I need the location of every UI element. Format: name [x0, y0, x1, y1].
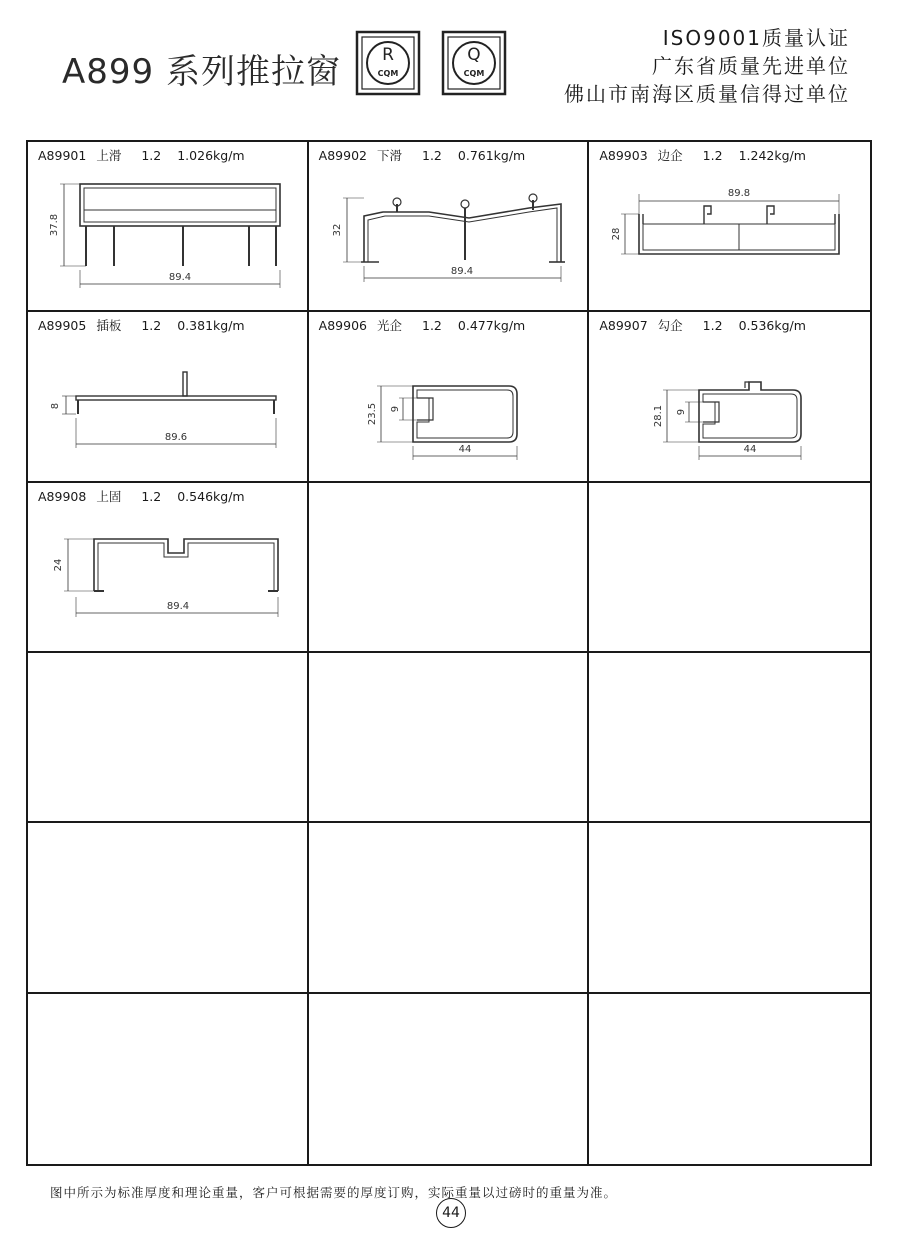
profile-code: A89902: [318, 148, 367, 163]
empty-cell: [309, 483, 590, 653]
profile-drawing: [28, 166, 309, 312]
profile-caption: [599, 146, 816, 164]
cqm-r-logo: [355, 30, 421, 96]
profile-cell: [28, 142, 309, 312]
page-number: 44: [436, 1198, 466, 1228]
profile-name: 下滑: [376, 148, 402, 163]
profile-weight: 0.477kg/m: [457, 318, 526, 334]
profile-name: 插板: [96, 318, 122, 334]
profile-caption: [38, 316, 255, 334]
dim-height: 23.5: [366, 403, 378, 426]
profile-code: A89906: [318, 318, 367, 334]
certifications: [564, 24, 850, 108]
svg-text:CQM: CQM: [463, 69, 485, 78]
profile-caption: [38, 146, 255, 164]
footer-note: 图中所示为标准厚度和理论重量，客户可根据需要的厚度订购，实际重量以过磅时的重量为准。: [50, 1185, 618, 1200]
profile-weight: 0.381kg/m: [177, 318, 245, 334]
empty-cell: [309, 823, 590, 993]
profile-code: A89901: [38, 148, 87, 163]
profile-caption: [599, 316, 816, 334]
profile-drawing: [589, 166, 870, 312]
profile-name: 勾企: [657, 318, 683, 334]
dim-slot: 9: [389, 406, 401, 413]
cert-line: ISO9001质量认证: [662, 26, 850, 50]
profile-caption: [38, 487, 255, 505]
page-title: A899 系列推拉窗: [62, 52, 341, 92]
profile-weight: 1.242kg/m: [738, 148, 806, 163]
empty-cell: [28, 653, 309, 823]
dim-height: 28.1: [653, 405, 665, 428]
profile-thickness: 1.2: [141, 148, 162, 163]
cert-line: 广东省质量先进单位: [652, 54, 850, 78]
dim-slot: 9: [676, 409, 688, 416]
dim-width: 89.6: [164, 432, 188, 444]
profile-code: A89903: [599, 148, 648, 163]
profile-name: 上滑: [96, 148, 122, 163]
profile-thickness: 1.2: [422, 148, 442, 163]
empty-cell: [309, 994, 590, 1164]
profile-cell: [309, 312, 590, 482]
profile-drawing: [589, 336, 870, 482]
profile-drawing: [309, 336, 590, 482]
profile-caption: [319, 146, 536, 164]
profile-code: A89907: [599, 318, 648, 334]
empty-cell: [589, 994, 870, 1164]
profile-cell: [589, 142, 870, 312]
empty-cell: [589, 823, 870, 993]
empty-cell: [309, 653, 590, 823]
empty-cell: [28, 994, 309, 1164]
profile-thickness: 1.2: [141, 318, 162, 334]
dim-height: 32: [331, 223, 343, 237]
dim-width: 89.8: [728, 188, 751, 199]
cqm-q-logo: [441, 30, 507, 96]
dim-height: 37.8: [49, 213, 60, 237]
empty-cell: [28, 823, 309, 993]
empty-cell: [589, 483, 870, 653]
profile-drawing: [309, 166, 590, 312]
profile-weight: 0.536kg/m: [738, 318, 806, 334]
empty-cell: [589, 653, 870, 823]
dim-height: 28: [611, 227, 623, 241]
svg-text:R: R: [382, 45, 394, 65]
profile-grid: [26, 140, 872, 1166]
dim-width: 44: [458, 444, 472, 456]
profile-cell: [309, 142, 590, 312]
profile-cell: [28, 312, 309, 482]
dim-width: 89.4: [168, 272, 192, 283]
profile-code: A89908: [38, 488, 87, 504]
profile-name: 边企: [657, 148, 683, 163]
profile-name: 光企: [376, 318, 402, 334]
dim-width: 44: [743, 444, 757, 456]
cert-line: 佛山市南海区质量信得过单位: [564, 82, 850, 106]
profile-caption: [319, 316, 536, 334]
profile-cell: [589, 312, 870, 482]
dim-width: 89.4: [166, 600, 190, 612]
profile-name: 上固: [96, 488, 122, 504]
profile-cell: [28, 483, 309, 653]
dim-height: 8: [50, 403, 61, 410]
profile-thickness: 1.2: [702, 318, 723, 334]
profile-thickness: 1.2: [141, 488, 162, 504]
svg-text:Q: Q: [467, 45, 481, 65]
profile-thickness: 1.2: [702, 148, 723, 163]
profile-drawing: [28, 507, 309, 653]
profile-weight: 0.546kg/m: [177, 488, 245, 504]
dim-width: 89.4: [450, 266, 473, 277]
dim-height: 24: [53, 558, 64, 572]
profile-weight: 0.761kg/m: [457, 148, 526, 163]
profile-code: A89905: [38, 318, 87, 334]
profile-weight: 1.026kg/m: [177, 148, 245, 163]
svg-text:CQM: CQM: [377, 69, 399, 78]
profile-drawing: [28, 336, 309, 482]
profile-thickness: 1.2: [422, 318, 442, 334]
